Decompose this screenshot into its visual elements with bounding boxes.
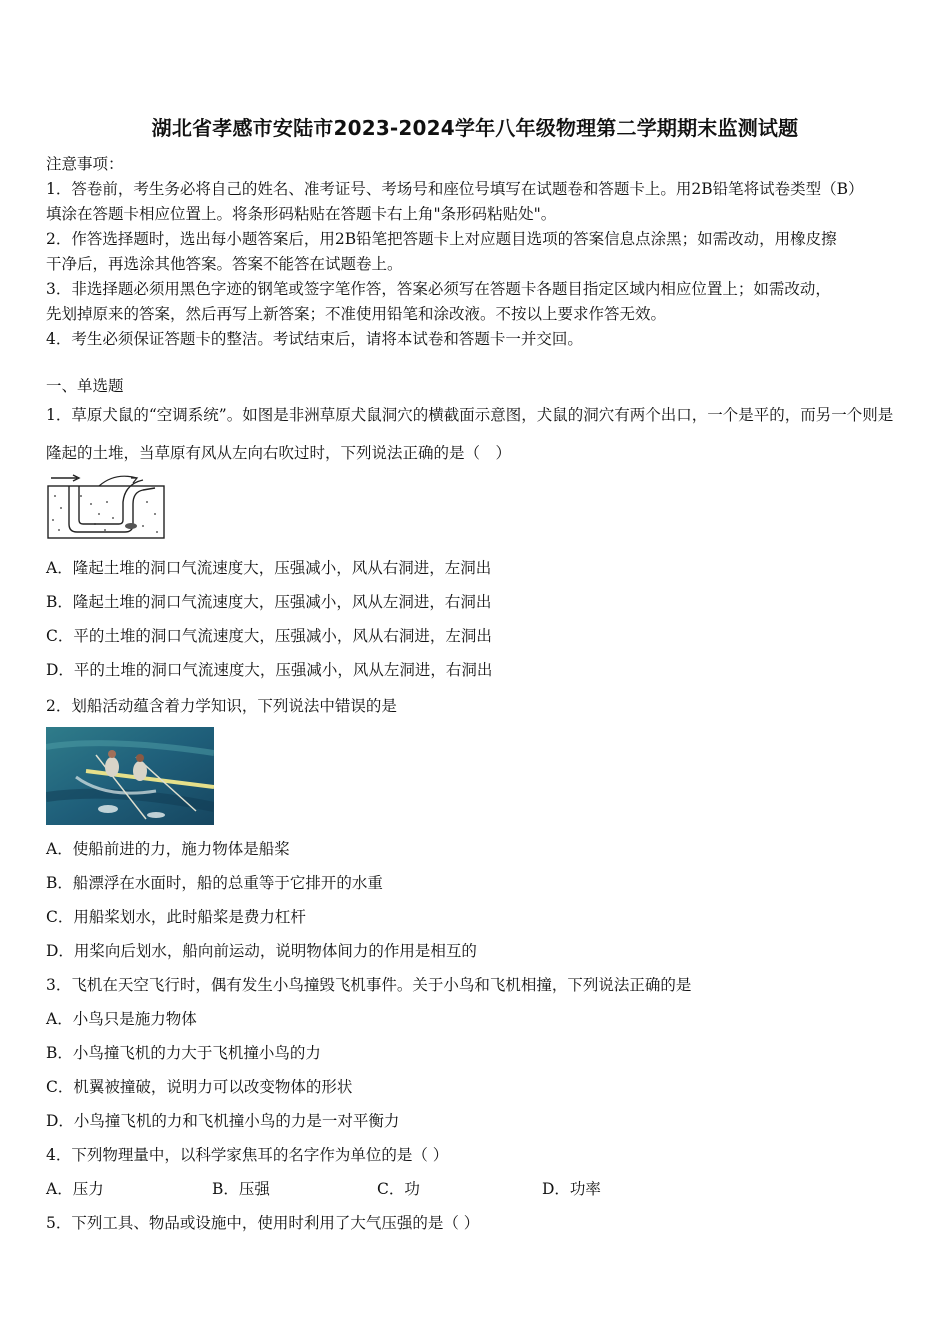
note-line: 干净后，再选涂其他答案。答案不能答在试题卷上。 [46, 255, 403, 273]
option-1D: D．平的土堆的洞口气流速度大，压强减小，风从左洞进，右洞出 [46, 661, 493, 679]
question-2-stem: 2．划船活动蕴含着力学知识，下列说法中错误的是 [46, 697, 397, 715]
note-line: 4．考生必须保证答题卡的整洁。考试结束后，请将本试卷和答题卡一并交回。 [46, 330, 583, 348]
option-1C: C．平的土堆的洞口气流速度大，压强减小，风从右洞进，左洞出 [46, 627, 492, 645]
question-4-stem: 4．下列物理量中，以科学家焦耳的名字作为单位的是（ ） [46, 1146, 449, 1164]
burrow-diagram [47, 474, 165, 540]
option-3C: C．机翼被撞破，说明力可以改变物体的形状 [46, 1078, 353, 1096]
question-1-stem: 1．草原犬鼠的“空调系统”。如图是非洲草原犬鼠洞穴的横截面示意图，犬鼠的洞穴有两个出口，一个是平的，而另一个则是隆起的土堆，当草原有风从左向右吹过时，下列说法正确的是（ ） [46, 406, 894, 462]
notes-heading: 注意事项： [46, 155, 124, 173]
question-3-stem: 3．飞机在天空飞行时，偶有发生小鸟撞毁飞机事件。关于小鸟和飞机相撞，下列说法正确的是 [46, 976, 692, 994]
page-title: 湖北省孝感市安陆市2023-2024学年八年级物理第二学期期末监测试题 [151, 116, 799, 140]
option-4C: C．功 [377, 1180, 420, 1198]
notes-block [46, 152, 906, 352]
option-3A: A．小鸟只是施力物体 [46, 1010, 197, 1028]
option-2B: B．船漂浮在水面时，船的总重等于它排开的水重 [46, 874, 383, 892]
option-1B: B．隆起土堆的洞口气流速度大，压强减小，风从左洞进，右洞出 [46, 593, 492, 611]
option-4B: B．压强 [212, 1180, 270, 1198]
note-line: 3．非选择题必须用黑色字迹的钢笔或签字笔作答，答案必须写在答题卡各题目指定区域内相应位置上；如需改动， [46, 280, 831, 298]
option-2D: D．用桨向后划水，船向前运动，说明物体间力的作用是相互的 [46, 942, 477, 960]
note-line: 先划掉原来的答案，然后再写上新答案；不准使用铅笔和涂改液。不按以上要求作答无效。 [46, 305, 667, 323]
option-1A: A．隆起土堆的洞口气流速度大，压强减小，风从右洞进，左洞出 [46, 559, 492, 577]
note-line: 填涂在答题卡相应位置上。将条形码粘贴在答题卡右上角"条形码粘贴处"。 [46, 205, 557, 223]
question-5-stem: 5．下列工具、物品或设施中，使用时利用了大气压强的是（ ） [46, 1214, 480, 1232]
option-4A: A．压力 [46, 1180, 104, 1198]
rowing-photo [46, 727, 214, 825]
option-3B: B．小鸟撞飞机的力大于飞机撞小鸟的力 [46, 1044, 321, 1062]
section-title: 一、单选题 [46, 377, 124, 395]
option-3D: D．小鸟撞飞机的力和飞机撞小鸟的力是一对平衡力 [46, 1112, 400, 1130]
option-4D: D．功率 [542, 1180, 601, 1198]
note-line: 1．答卷前，考生务必将自己的姓名、准考证号、考场号和座位号填写在试题卷和答题卡上。用2B铅笔将试卷类型（B） [46, 180, 864, 198]
note-line: 2．作答选择题时，选出每小题答案后，用2B铅笔把答题卡上对应题目选项的答案信息点涂黑；如需改动，用橡皮擦 [46, 230, 837, 248]
option-2A: A．使船前进的力，施力物体是船桨 [46, 840, 290, 858]
option-2C: C．用船桨划水，此时船桨是费力杠杆 [46, 908, 306, 926]
